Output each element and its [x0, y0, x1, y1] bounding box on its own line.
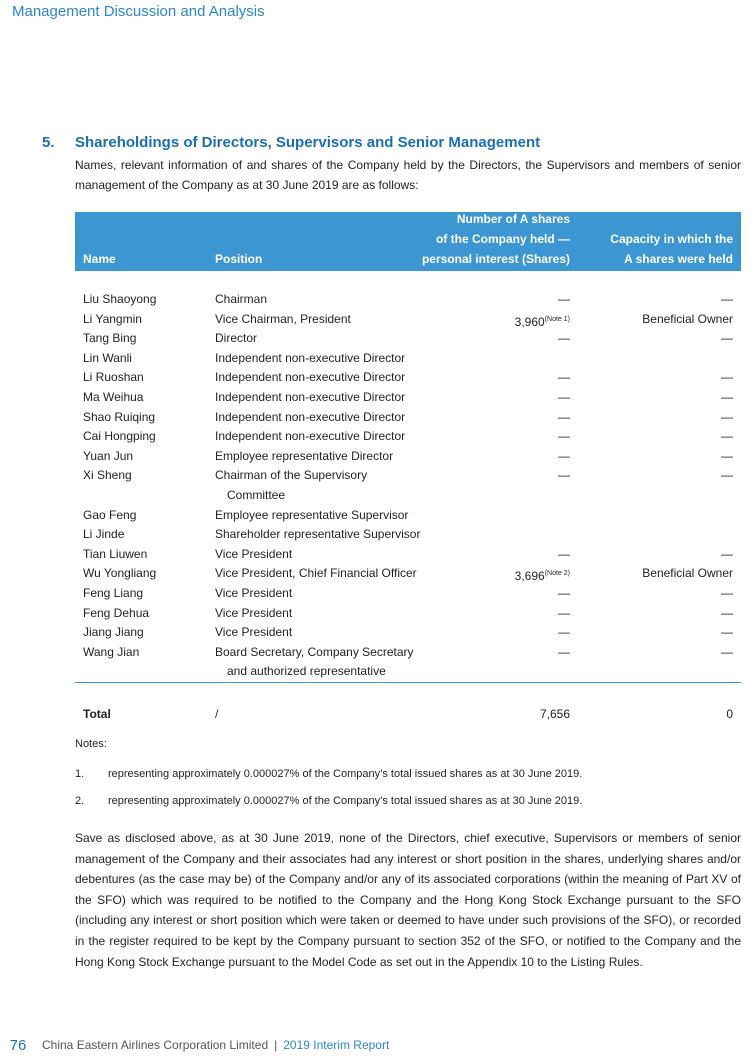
total-row	[75, 704, 741, 724]
cell-name: Wang Jian	[83, 644, 140, 659]
table-row	[75, 584, 741, 604]
cell-position	[215, 427, 425, 447]
header-shares-line2: of the Company held —	[435, 232, 570, 246]
cell-capacity: —	[721, 605, 733, 620]
cell-capacity: Beneficial Owner	[642, 311, 733, 326]
header-capacity	[610, 229, 733, 269]
table-row	[75, 545, 741, 565]
page-number: 76	[9, 1036, 27, 1054]
intro-paragraph: Names, relevant information of and shares of the Company held by the Directors, the Supervisors and members of senior management of the Company as at 30 June 2019 are as follows:	[75, 158, 741, 192]
position-line1: Independent non-executive Director	[215, 409, 406, 424]
page-footer	[0, 1035, 389, 1055]
table-row	[75, 466, 741, 505]
position-line1: Vice Chairman, President	[215, 311, 351, 326]
shares-value: —	[558, 546, 570, 561]
cell-position	[215, 368, 425, 388]
cell-capacity: —	[721, 468, 733, 483]
header-capacity-line2: A shares were held	[624, 252, 733, 266]
total-position: /	[215, 707, 219, 721]
cell-name: Ma Weihua	[83, 389, 144, 404]
footer-separator: |	[274, 1038, 278, 1052]
cell-capacity: —	[721, 429, 733, 444]
cell-position	[215, 466, 425, 505]
cell-shares	[558, 408, 570, 428]
position-line1: Independent non-executive Director	[215, 350, 406, 365]
position-line1: Board Secretary, Company Secretary	[215, 644, 414, 659]
position-line1: Chairman of the Supervisory	[215, 468, 368, 483]
position-line2: and authorized representative	[227, 664, 386, 679]
cell-shares	[558, 368, 570, 388]
header-shares-line3: personal interest (Shares)	[421, 252, 570, 266]
cell-position	[215, 584, 425, 604]
note-reference: (Note 2)	[544, 570, 570, 578]
section-number: 5.	[42, 134, 55, 151]
cell-capacity: —	[721, 644, 733, 659]
cell-shares	[558, 604, 570, 624]
table-row	[75, 447, 741, 467]
cell-position	[215, 623, 425, 643]
table-row	[75, 368, 741, 388]
position-line1: Vice President	[215, 546, 293, 561]
cell-position	[215, 329, 425, 349]
section-title: Shareholdings of Directors, Supervisors and Senior Management	[75, 134, 541, 151]
cell-position	[215, 408, 425, 428]
header-name: Name	[83, 252, 116, 266]
cell-position	[215, 604, 425, 624]
position-line1: Director	[215, 331, 258, 346]
cell-shares	[558, 329, 570, 349]
header-position: Position	[215, 252, 263, 266]
cell-position	[215, 349, 425, 369]
total-label: Total	[83, 707, 111, 721]
table-row	[75, 623, 741, 643]
cell-shares	[558, 623, 570, 643]
cell-capacity: —	[721, 625, 733, 640]
note-text: representing approximately 0.000027% of the Company’s total issued shares as at 30 June 2019.	[108, 795, 583, 807]
note-reference: (Note 1)	[544, 315, 570, 323]
closing-paragraph: Save as disclosed above, as at 30 June 2019, none of the Directors, chief executive, Supervisors or members of senior management of the Company and their associates had any interest or short position in the shares, underlying shares and/or debentures (as the case may be) of the Company and/or any of its associated corporations (within the meaning of Part XV of the SFO) which was required to be notified to the Company and the Hong Kong Stock Exchange pursuant to the SFO (including any interest or short position which were taken or deemed to have under such provisions of the SFO), or recorded in the register required to be kept by the Company pursuant to section 352 of the SFO, or notified to the Company and the Hong Kong Stock Exchange pursuant to the Model Code as set out in the Appendix 10 to the Listing Rules.	[75, 831, 741, 969]
shares-value: —	[558, 644, 570, 659]
cell-name: Tian Liuwen	[83, 546, 148, 561]
shares-value: —	[558, 370, 570, 385]
cell-position	[215, 447, 425, 467]
position-line1: Chairman	[215, 292, 268, 306]
cell-capacity: —	[721, 546, 733, 561]
cell-position	[215, 564, 425, 584]
position-line1: Shareholder representative Supervisor	[215, 527, 421, 542]
cell-position	[215, 506, 425, 526]
section-heading	[42, 134, 540, 151]
cell-position	[215, 388, 425, 408]
cell-name: Gao Feng	[83, 507, 137, 522]
header-shares-line1: Number of A shares	[456, 212, 570, 226]
shares-value: 3,696	[514, 569, 545, 584]
shares-value: —	[558, 448, 570, 463]
shares-value: —	[558, 625, 570, 640]
shares-value: —	[558, 292, 570, 306]
total-shares: 7,656	[539, 707, 570, 721]
running-header: Management Discussion and Analysis	[12, 3, 265, 20]
note-1	[75, 768, 582, 780]
table-row	[75, 525, 741, 545]
cell-name: Yuan Jun	[83, 448, 134, 463]
cell-position	[215, 545, 425, 565]
shares-value: 3,960	[514, 314, 545, 329]
note-number: 1.	[75, 768, 85, 780]
shares-value: —	[558, 605, 570, 620]
shareholdings-table-body	[75, 290, 741, 682]
position-line1: Vice President, Chief Financial Officer	[215, 566, 417, 581]
cell-shares	[558, 388, 570, 408]
shares-value: —	[558, 331, 570, 346]
table-row	[75, 310, 741, 330]
cell-shares	[558, 545, 570, 565]
table-row	[75, 604, 741, 624]
position-line1: Independent non-executive Director	[215, 370, 406, 385]
note-number: 2.	[75, 795, 85, 807]
notes-label: Notes:	[75, 738, 107, 750]
total-capacity: 0	[726, 707, 733, 721]
header-shares	[422, 209, 570, 269]
position-line1: Vice President	[215, 585, 293, 600]
cell-name: Lin Wanli	[83, 350, 132, 365]
cell-name: Tang Bing	[83, 331, 137, 346]
table-row	[75, 427, 741, 447]
position-line1: Vice President	[215, 605, 293, 620]
table-row	[75, 290, 741, 310]
cell-capacity: —	[721, 585, 733, 600]
company-name: China Eastern Airlines Corporation Limited	[42, 1038, 269, 1052]
shares-value: —	[558, 429, 570, 444]
cell-capacity: Beneficial Owner	[642, 566, 733, 581]
cell-name: Liu Shaoyong	[83, 292, 157, 306]
table-row	[75, 564, 741, 584]
note-text: representing approximately 0.000027% of the Company’s total issued shares as at 30 June 2019.	[108, 768, 583, 780]
cell-name: Wu Yongliang	[83, 566, 157, 581]
note-2	[75, 795, 582, 807]
table-row	[75, 388, 741, 408]
cell-capacity: —	[721, 292, 733, 306]
shares-value: —	[558, 585, 570, 600]
position-line1: Independent non-executive Director	[215, 429, 406, 444]
shares-value: —	[558, 389, 570, 404]
cell-name: Feng Dehua	[83, 605, 150, 620]
cell-shares	[558, 290, 570, 310]
shares-value: —	[558, 409, 570, 424]
cell-shares	[558, 447, 570, 467]
cell-name: Xi Sheng	[83, 468, 132, 483]
table-row	[75, 643, 741, 682]
cell-name: Li Yangmin	[83, 311, 142, 326]
cell-capacity: —	[721, 370, 733, 385]
table-row	[75, 506, 741, 526]
cell-name: Li Ruoshan	[83, 370, 144, 385]
cell-name: Cai Hongping	[83, 429, 156, 444]
table-header	[75, 212, 741, 271]
header-capacity-line1: Capacity in which the	[610, 232, 733, 246]
cell-position	[215, 643, 425, 682]
position-line2: Committee	[227, 487, 286, 502]
cell-capacity: —	[721, 331, 733, 346]
position-line1: Employee representative Supervisor	[215, 507, 409, 522]
cell-name: Li Jinde	[83, 527, 125, 542]
cell-shares	[558, 466, 570, 486]
table-row	[75, 349, 741, 369]
cell-name: Shao Ruiqing	[83, 409, 156, 424]
cell-capacity: —	[721, 389, 733, 404]
cell-shares	[558, 643, 570, 663]
table-row	[75, 408, 741, 428]
cell-position	[215, 290, 425, 310]
report-title: 2019 Interim Report	[283, 1038, 390, 1052]
cell-capacity: —	[721, 409, 733, 424]
cell-position	[215, 525, 425, 545]
cell-name: Jiang Jiang	[83, 625, 144, 640]
position-line1: Independent non-executive Director	[215, 389, 406, 404]
table-divider	[75, 682, 741, 683]
table-row	[75, 329, 741, 349]
cell-capacity: —	[721, 448, 733, 463]
cell-position	[215, 310, 425, 330]
shares-value: —	[558, 468, 570, 483]
position-line1: Vice President	[215, 625, 293, 640]
cell-shares	[558, 427, 570, 447]
cell-shares	[558, 584, 570, 604]
position-line1: Employee representative Director	[215, 448, 394, 463]
cell-name: Feng Liang	[83, 585, 144, 600]
